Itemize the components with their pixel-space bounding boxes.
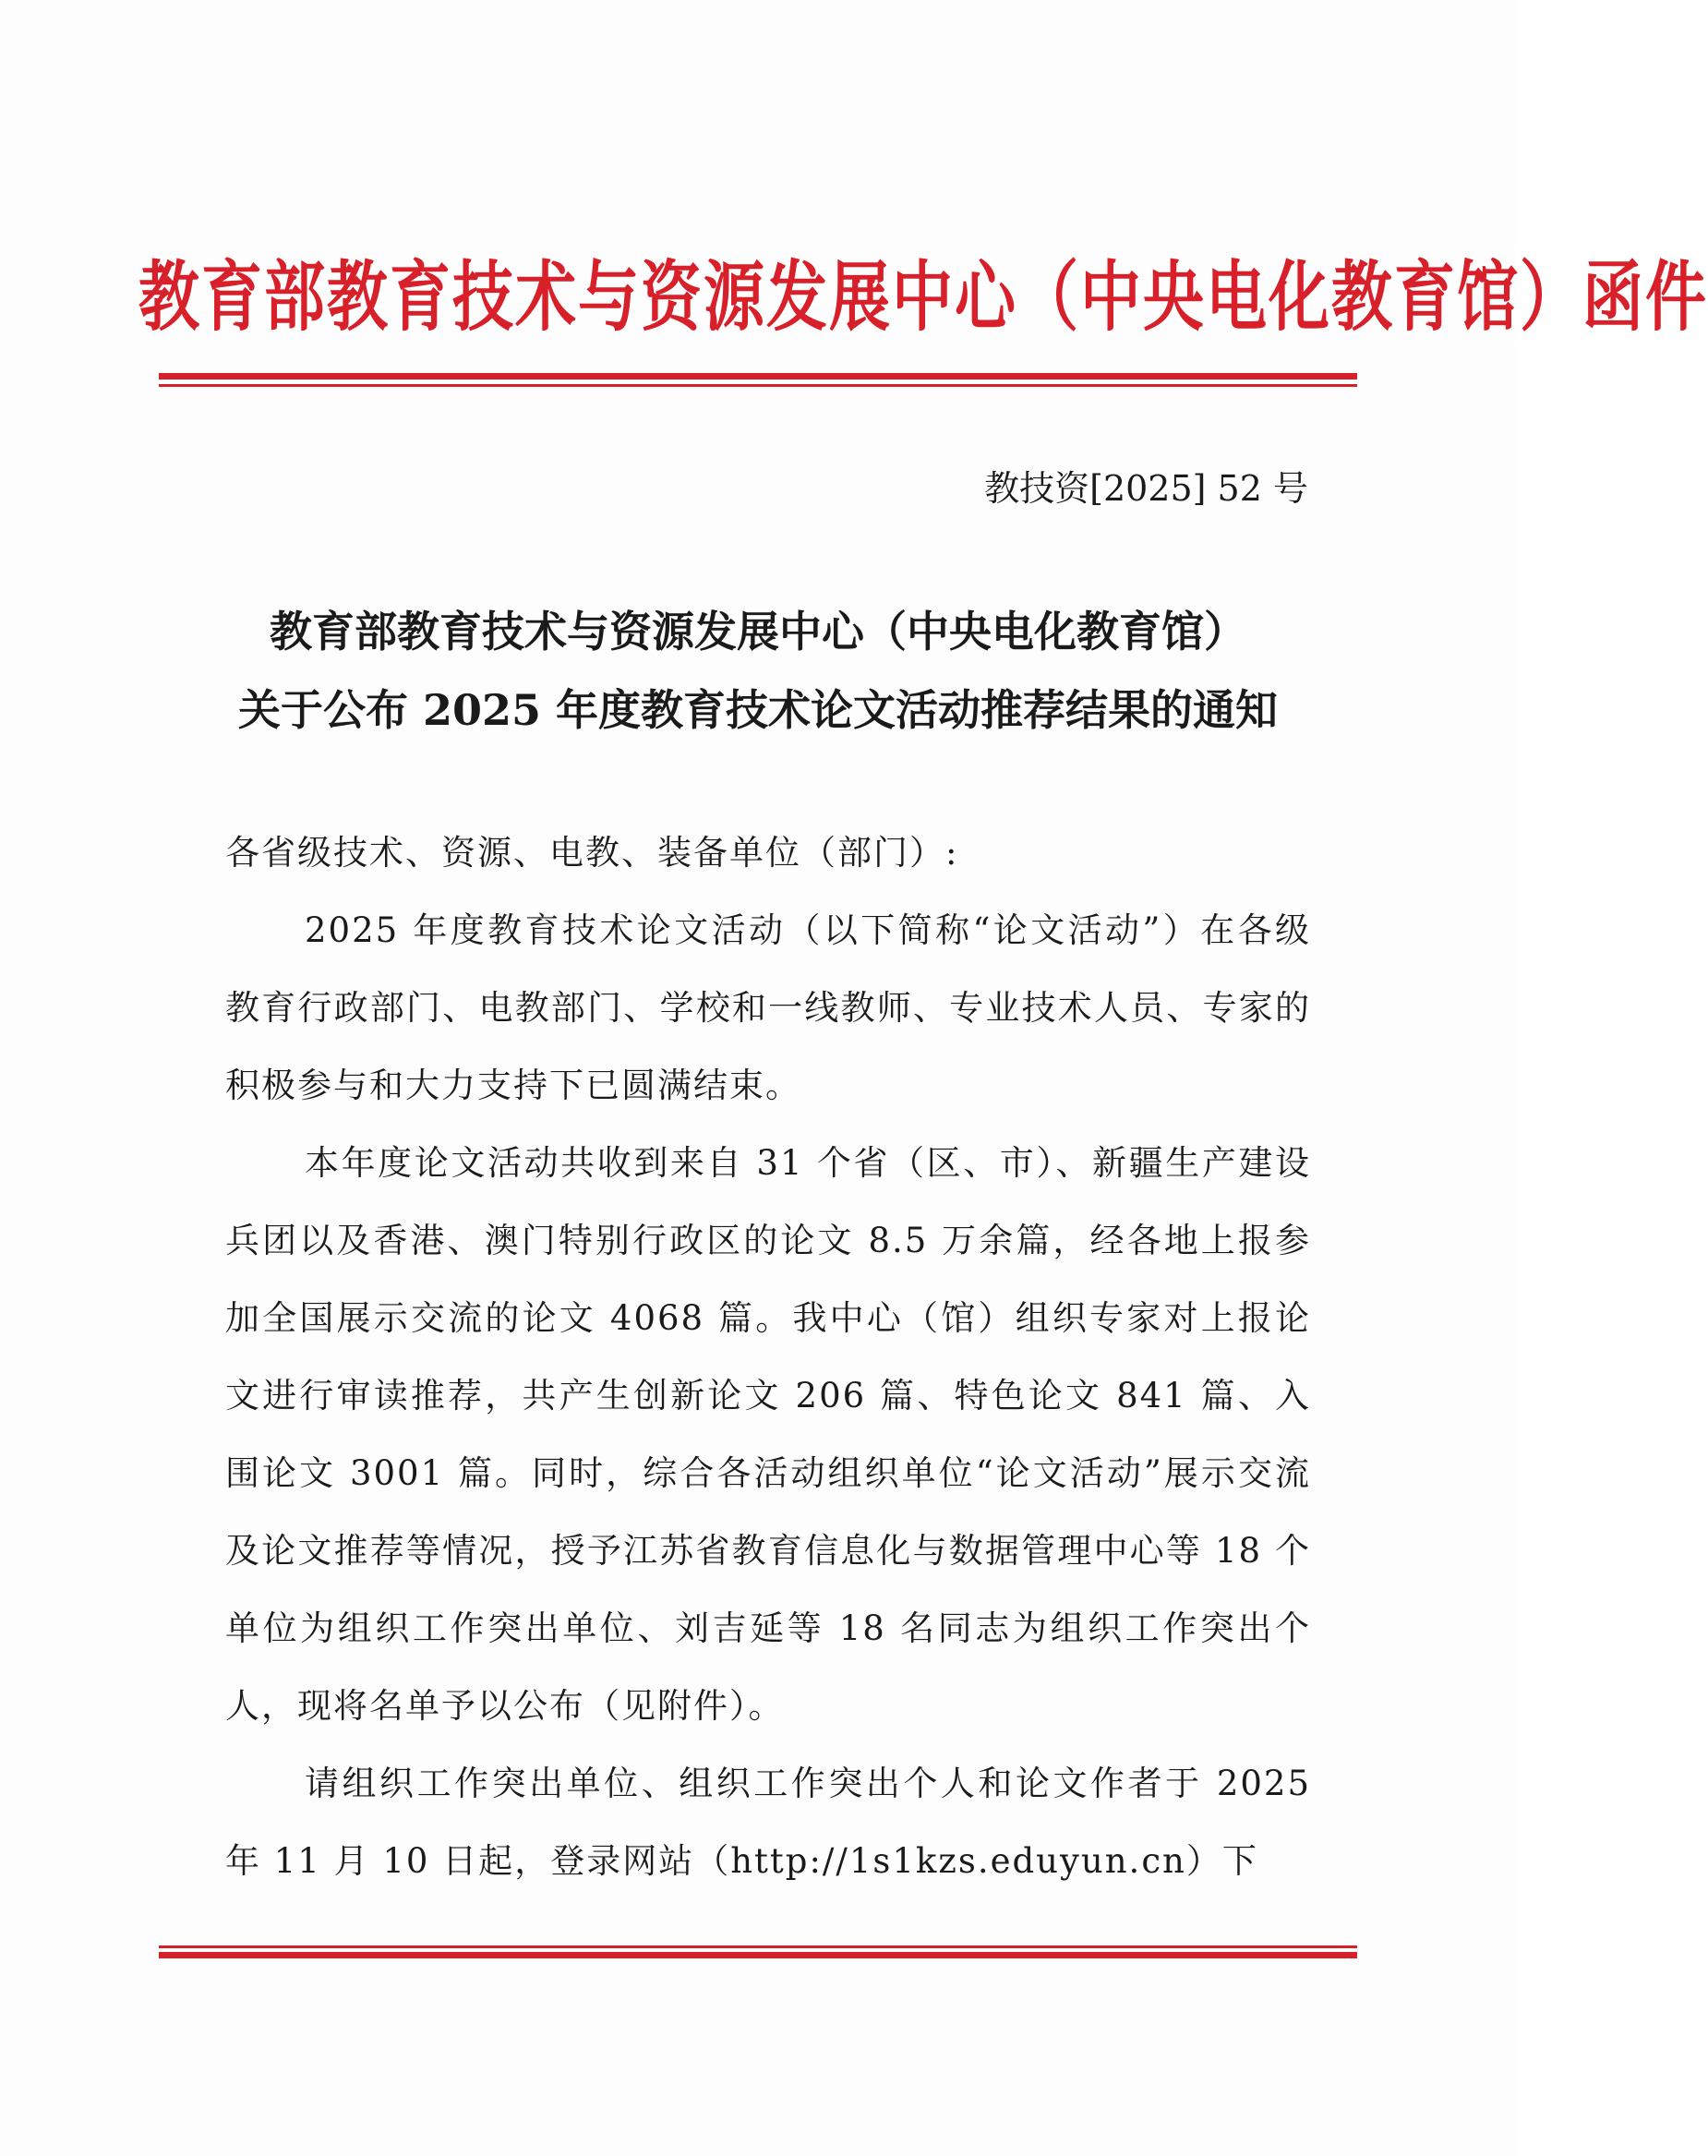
body-paragraph: 本年度论文活动共收到来自 31 个省（区、市）、新疆生产建设兵团以及香港、澳门特别行政区的论文 8.5 万余篇，经各地上报参加全国展示交流的论文 4068 篇。我中心（馆）组织专家对上报论文进行审读推荐，共产生创新论文 206 篇、特色论文 841 篇、入围论文 3001 篇。同时，综合各活动组织单位“论文活动”展示交流及论文推荐等情况，授予江苏省教育信息化与数据管理中心等 18 个单位为组织工作突出单位、刘吉延等 18 名同志为组织工作突出个人，现将名单予以公布（见附件）。	[225, 1143, 1311, 1726]
masthead-rule-thick	[159, 373, 1357, 379]
masthead-title: 教育部教育技术与资源发展中心（中央电化教育馆）函件	[138, 251, 1708, 342]
notice-title-line-2: 关于公布 2025 年度教育技术论文活动推荐结果的通知	[237, 685, 1279, 735]
notice-title-line-1: 教育部教育技术与资源发展中心（中央电化教育馆）	[270, 607, 1246, 656]
salutation: 各省级技术、资源、电教、装备单位（部门）:	[225, 833, 959, 873]
footer-rule-thin	[159, 1945, 1357, 1948]
document-number: 教技资[2025] 52 号	[984, 468, 1308, 509]
footer-rule-thick	[159, 1952, 1357, 1958]
body-paragraph: 请组织工作突出单位、组织工作突出个人和论文作者于 2025 年 11 月 10 日起，登录网站（http://1s1kzs.eduyun.cn）下	[225, 1764, 1311, 1881]
masthead-rule-thin	[159, 384, 1357, 387]
notice-body	[225, 814, 1311, 1900]
body-paragraph: 2025 年度教育技术论文活动（以下简称“论文活动”）在各级教育行政部门、电教部门、学校和一线教师、专业技术人员、专家的积极参与和大力支持下已圆满结束。	[225, 910, 1311, 1105]
